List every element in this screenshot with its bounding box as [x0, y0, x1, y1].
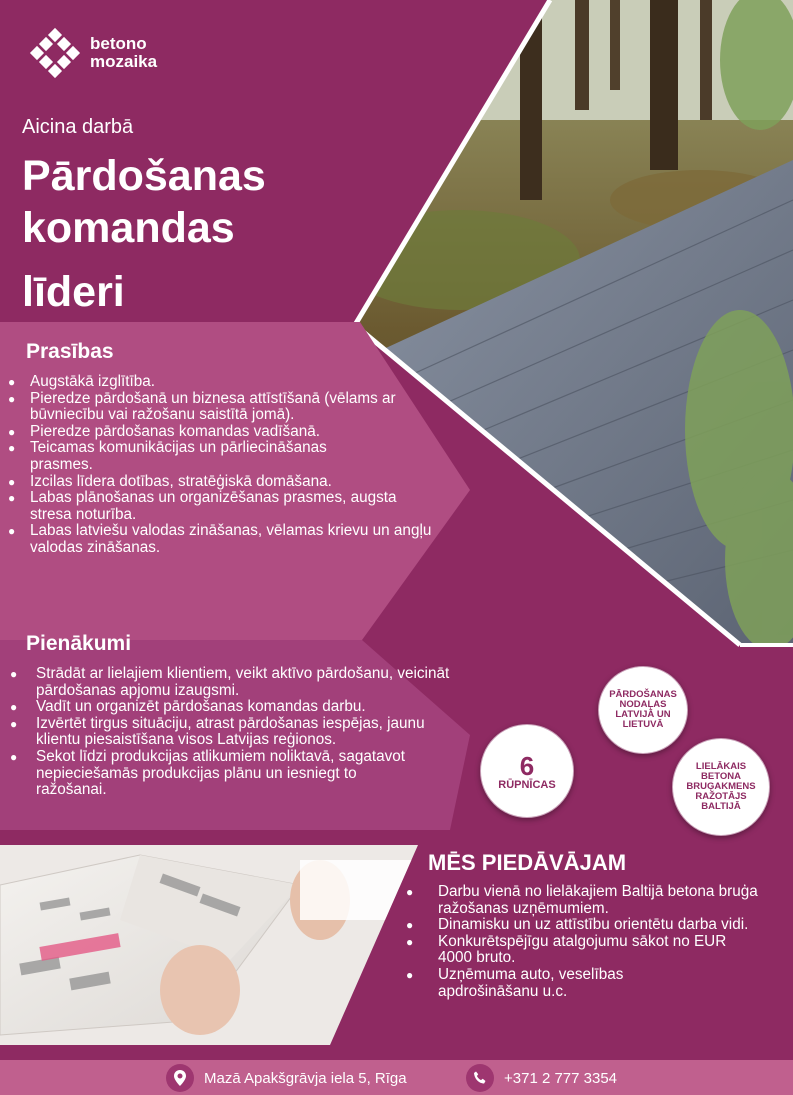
list-item: ● Konkurētspējīgu atalgojumu sākot no EUR 4000 bruto. [402, 934, 782, 967]
phone-icon [466, 1064, 494, 1092]
duties-section [0, 632, 460, 799]
list-item: ● Izcilas līdera dotības, stratēģiskā domāšana. [0, 474, 460, 491]
list-item: ● Strādāt ar lielajiem klientiem, veikt aktīvo pārdošanu, veicināt pārdošanas apjomu izaugsmi. [0, 666, 460, 699]
list-item: ● Augstākā izglītība. [0, 374, 460, 391]
list-item: ● Dinamisku un uz attīstību orientētu darba vidi. [402, 917, 782, 934]
footer [0, 1060, 793, 1095]
footer-address: Mazā Apakšgrāvja iela 5, Rīga [166, 1064, 407, 1092]
badge-sales-departments: PĀRDOŠANAS NODAĻAS LATVIJĀ UN LIETUVĀ [598, 666, 688, 754]
offer-section [402, 850, 782, 1000]
duties-heading: Pienākumi [26, 632, 132, 655]
list-item: ● Sekot līdzi produkcijas atlikumiem noliktavā, sagatavot nepieciešamās produkcijas plānu un iesniegt to ražošanai. [0, 749, 460, 799]
requirements-heading: Prasības [26, 340, 114, 363]
brand-logo [28, 26, 157, 80]
list-item: ● Pieredze pārdošanas komandas vadīšanā. [0, 424, 460, 441]
list-item: ● Izvērtēt tirgus situāciju, atrast pārdošanas iespējas, jaunu klientu piesaistīšana visos Latvijas reģionos. [0, 716, 460, 749]
list-item: ● Labas plānošanas un organizēšanas prasmes, augsta stresa noturība. [0, 490, 460, 523]
logo-wordmark: betono mozaika [90, 34, 158, 71]
list-item: ● Teicamas komunikācijas un pārliecināšanas prasmes. [0, 440, 460, 473]
logo-icon [28, 26, 82, 80]
page-title: Pārdošanas komandas līderi [22, 152, 266, 316]
list-item: ● Vadīt un organizēt pārdošanas komandas darbu. [0, 699, 460, 716]
requirements-section [0, 340, 460, 557]
badge-factories: 6 RŪPNĪCAS [480, 724, 574, 818]
intro-text: Aicina darbā [22, 116, 134, 138]
offer-heading: MĒS PIEDĀVĀJAM [428, 850, 627, 875]
location-pin-icon [166, 1064, 194, 1092]
brochure-photo [0, 845, 420, 1045]
list-item: ● Labas latviešu valodas zināšanas, vēlamas krievu un angļu valodas zināšanas. [0, 523, 460, 556]
list-item: ● Darbu vienā no lielākajiem Baltijā betona bruģa ražošanas uzņēmumiem. [402, 884, 782, 917]
list-item: ● Uzņēmuma auto, veselības apdrošināšanu u.c. [402, 967, 782, 1000]
badge-largest-producer: LIELĀKAIS BETONA BRUĢAKMENS RAŽOTĀJS BALTIJĀ [672, 738, 770, 836]
footer-phone[interactable]: +371 2 777 3354 [466, 1064, 617, 1092]
list-item: ● Pieredze pārdošanā un biznesa attīstīšanā (vēlams ar būvniecību vai ražošanu saistītā jomā). [0, 391, 460, 424]
